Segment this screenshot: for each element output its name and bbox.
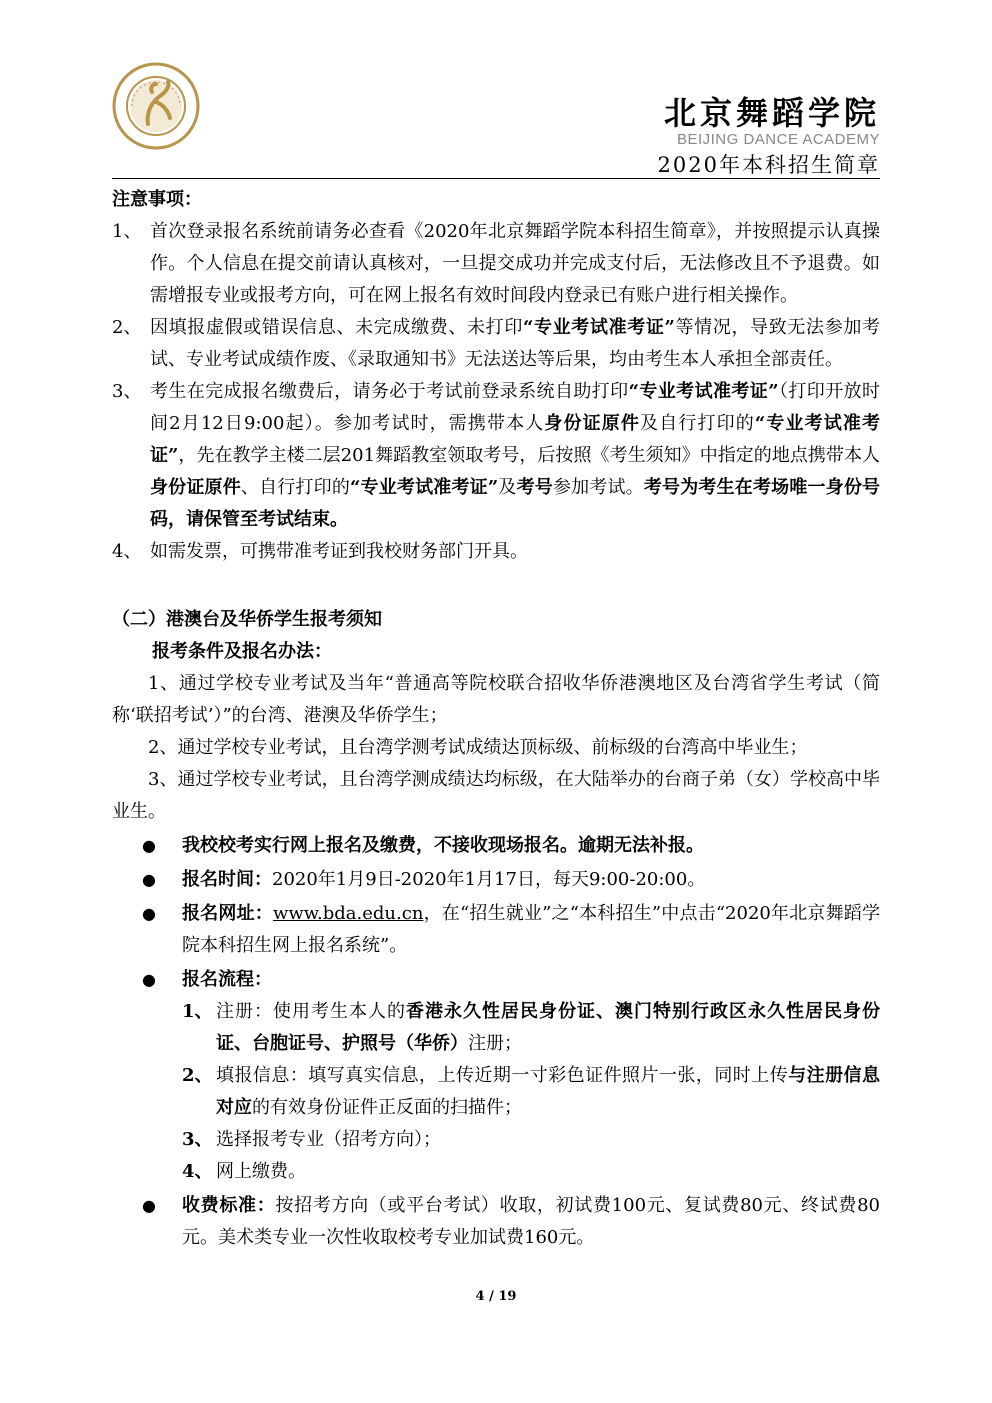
step-number: 2、 <box>182 1065 213 1086</box>
text-run: 及自行打印的 <box>640 413 755 434</box>
text-run: （打印开放时间2月12日9:00起）。参加考试时，需携带本人 <box>150 381 881 434</box>
bullet-icon: ● <box>142 836 156 855</box>
bullet-text <box>182 898 880 962</box>
text-run: 、自行打印的 <box>240 477 351 498</box>
text-run: 因填报虚假或错误信息、未完成缴费、未打印 <box>150 317 523 338</box>
value-text: ，在“招生就业”之“本科招生”中点击“2020年北京舞蹈学院本科招生网上报名系统”。 <box>182 903 880 956</box>
list-item <box>112 536 880 568</box>
text-run: 注册：使用考生本人的 <box>216 1001 406 1022</box>
condition-paragraph: 3、通过学校专业考试，且台湾学测成绩达均标级，在大陆举办的台商子弟（女）学校高中毕业生。 <box>112 769 880 822</box>
spacer <box>112 568 880 604</box>
academy-seal-logo <box>112 62 200 150</box>
page-number: 4 / 19 <box>475 1289 517 1304</box>
item-text: 如需发票，可携带准考证到我校财务部门开具。 <box>150 541 528 562</box>
step-text: 选择报考专业（招考方向）； <box>216 1129 441 1150</box>
bullet-item <box>112 964 880 996</box>
text-run: 注册； <box>468 1033 522 1054</box>
emphasis-text: 考号为考生在考场唯一身份号码，请保管至考试结束。 <box>150 477 881 530</box>
section-heading: （二）港澳台及华侨学生报考须知 <box>112 609 382 630</box>
header-divider <box>112 178 880 179</box>
emphasis-text: 身份证原件 <box>544 413 641 434</box>
item-text <box>150 312 880 376</box>
item-number: 3、 <box>112 381 142 402</box>
bullet-text: 报名流程： <box>182 969 272 990</box>
step-text <box>216 996 880 1060</box>
flow-step <box>112 996 880 1060</box>
document-title: 2020年本科招生简章 <box>657 153 880 177</box>
emphasis-text: “专业考试准考证” <box>522 317 675 338</box>
bullet-text: 我校校考实行网上报名及缴费，不接收现场报名。逾期无法补报。 <box>182 835 704 856</box>
item-number: 2、 <box>112 317 142 338</box>
value-text: 2020年1月9日-2020年1月17日，每天9:00-20:00。 <box>272 869 706 890</box>
text-run: 及 <box>498 477 517 498</box>
list-item <box>112 376 880 536</box>
label-text: 报名时间： <box>182 869 272 890</box>
bullet-icon: ● <box>142 870 156 889</box>
item-text: 首次登录报名系统前请务必查看《2020年北京舞蹈学院本科招生简章》，并按照提示认真操作。个人信息在提交前请认真核对，一旦提交成功并完成支付后，无法修改且不予退费。如需增报专业或报考方向，可在网上报名有效时间段内登录已有账户进行相关操作。 <box>150 221 880 306</box>
text-run: 考生在完成报名缴费后，请务必于考试前登录系统自助打印 <box>150 381 629 402</box>
label-text: 收费标准： <box>182 1195 276 1216</box>
header-brand <box>658 96 880 178</box>
value-text: 按招考方向（或平台考试）收取，初试费100元、复试费80元、终试费80元。美术类专业一次性收取校考专业加试费160元。 <box>182 1195 880 1248</box>
list-item <box>112 312 880 376</box>
bullet-icon: ● <box>142 904 156 923</box>
emphasis-text: 与注册信息对应 <box>216 1065 881 1118</box>
condition-paragraph: 2、通过学校专业考试，且台湾学测考试成绩达顶标级、前标级的台湾高中毕业生； <box>148 737 808 758</box>
bullet-item <box>112 864 880 896</box>
bullet-text <box>182 864 880 896</box>
text-run: 的有效身份证件正反面的扫描件； <box>252 1097 522 1118</box>
step-number: 1、 <box>182 1001 213 1022</box>
condition-paragraph: 1、通过学校专业考试及当年“普通高等院校联合招收华侨港澳地区及台湾省学生考试（简称‘联招考试’）”的台湾、港澳及华侨学生； <box>112 673 880 726</box>
step-number: 4、 <box>182 1161 213 1182</box>
bullet-icon: ● <box>142 970 156 989</box>
school-name-en: BEIJING DANCE ACADEMY <box>676 131 880 148</box>
step-text: 网上缴费。 <box>216 1161 306 1182</box>
emphasis-text: 考号 <box>516 477 553 498</box>
step-number: 3、 <box>182 1129 213 1150</box>
emphasis-text: “专业考试准考证” <box>150 413 881 466</box>
emphasis-text: “专业考试准考证” <box>350 477 499 498</box>
text-run: 填报信息：填写真实信息，上传近期一寸彩色证件照片一张，同时上传 <box>216 1065 789 1086</box>
flow-step <box>112 1124 880 1156</box>
main-content <box>112 184 880 1254</box>
text-run: ，先在教学主楼二层201舞蹈教室领取考号，后按照《考生须知》中指定的地点携带本人 <box>178 445 880 466</box>
bullet-text <box>182 1190 880 1254</box>
list-item <box>112 216 880 312</box>
bullet-item <box>112 830 880 862</box>
website-link[interactable]: www.bda.edu.cn <box>272 903 424 924</box>
emphasis-text: 身份证原件 <box>150 477 241 498</box>
bullet-item <box>112 1190 880 1254</box>
emphasis-text: 香港永久性居民身份证、澳门特别行政区永久性居民身份证、台胞证号、护照号（华侨） <box>216 1001 880 1054</box>
school-name-cn: 北京舞蹈学院 <box>663 94 880 132</box>
emphasis-text: “专业考试准考证” <box>628 381 779 402</box>
text-run: 参加考试。 <box>552 477 644 498</box>
bullet-icon: ● <box>142 1196 156 1215</box>
label-text: 报名网址： <box>182 903 273 924</box>
section-subheading: 报考条件及报名办法： <box>152 641 332 662</box>
step-text <box>216 1060 880 1124</box>
item-text <box>150 376 880 536</box>
flow-step <box>112 1156 880 1188</box>
text-run: 等情况，导致无法参加考试、专业考试成绩作废、《录取通知书》无法送达等后果，均由考生本人承担全部责任。 <box>150 317 881 370</box>
item-number: 1、 <box>112 221 142 242</box>
flow-step <box>112 1060 880 1124</box>
item-number: 4、 <box>112 541 142 562</box>
bullet-item <box>112 898 880 962</box>
notes-heading: 注意事项： <box>112 189 202 210</box>
